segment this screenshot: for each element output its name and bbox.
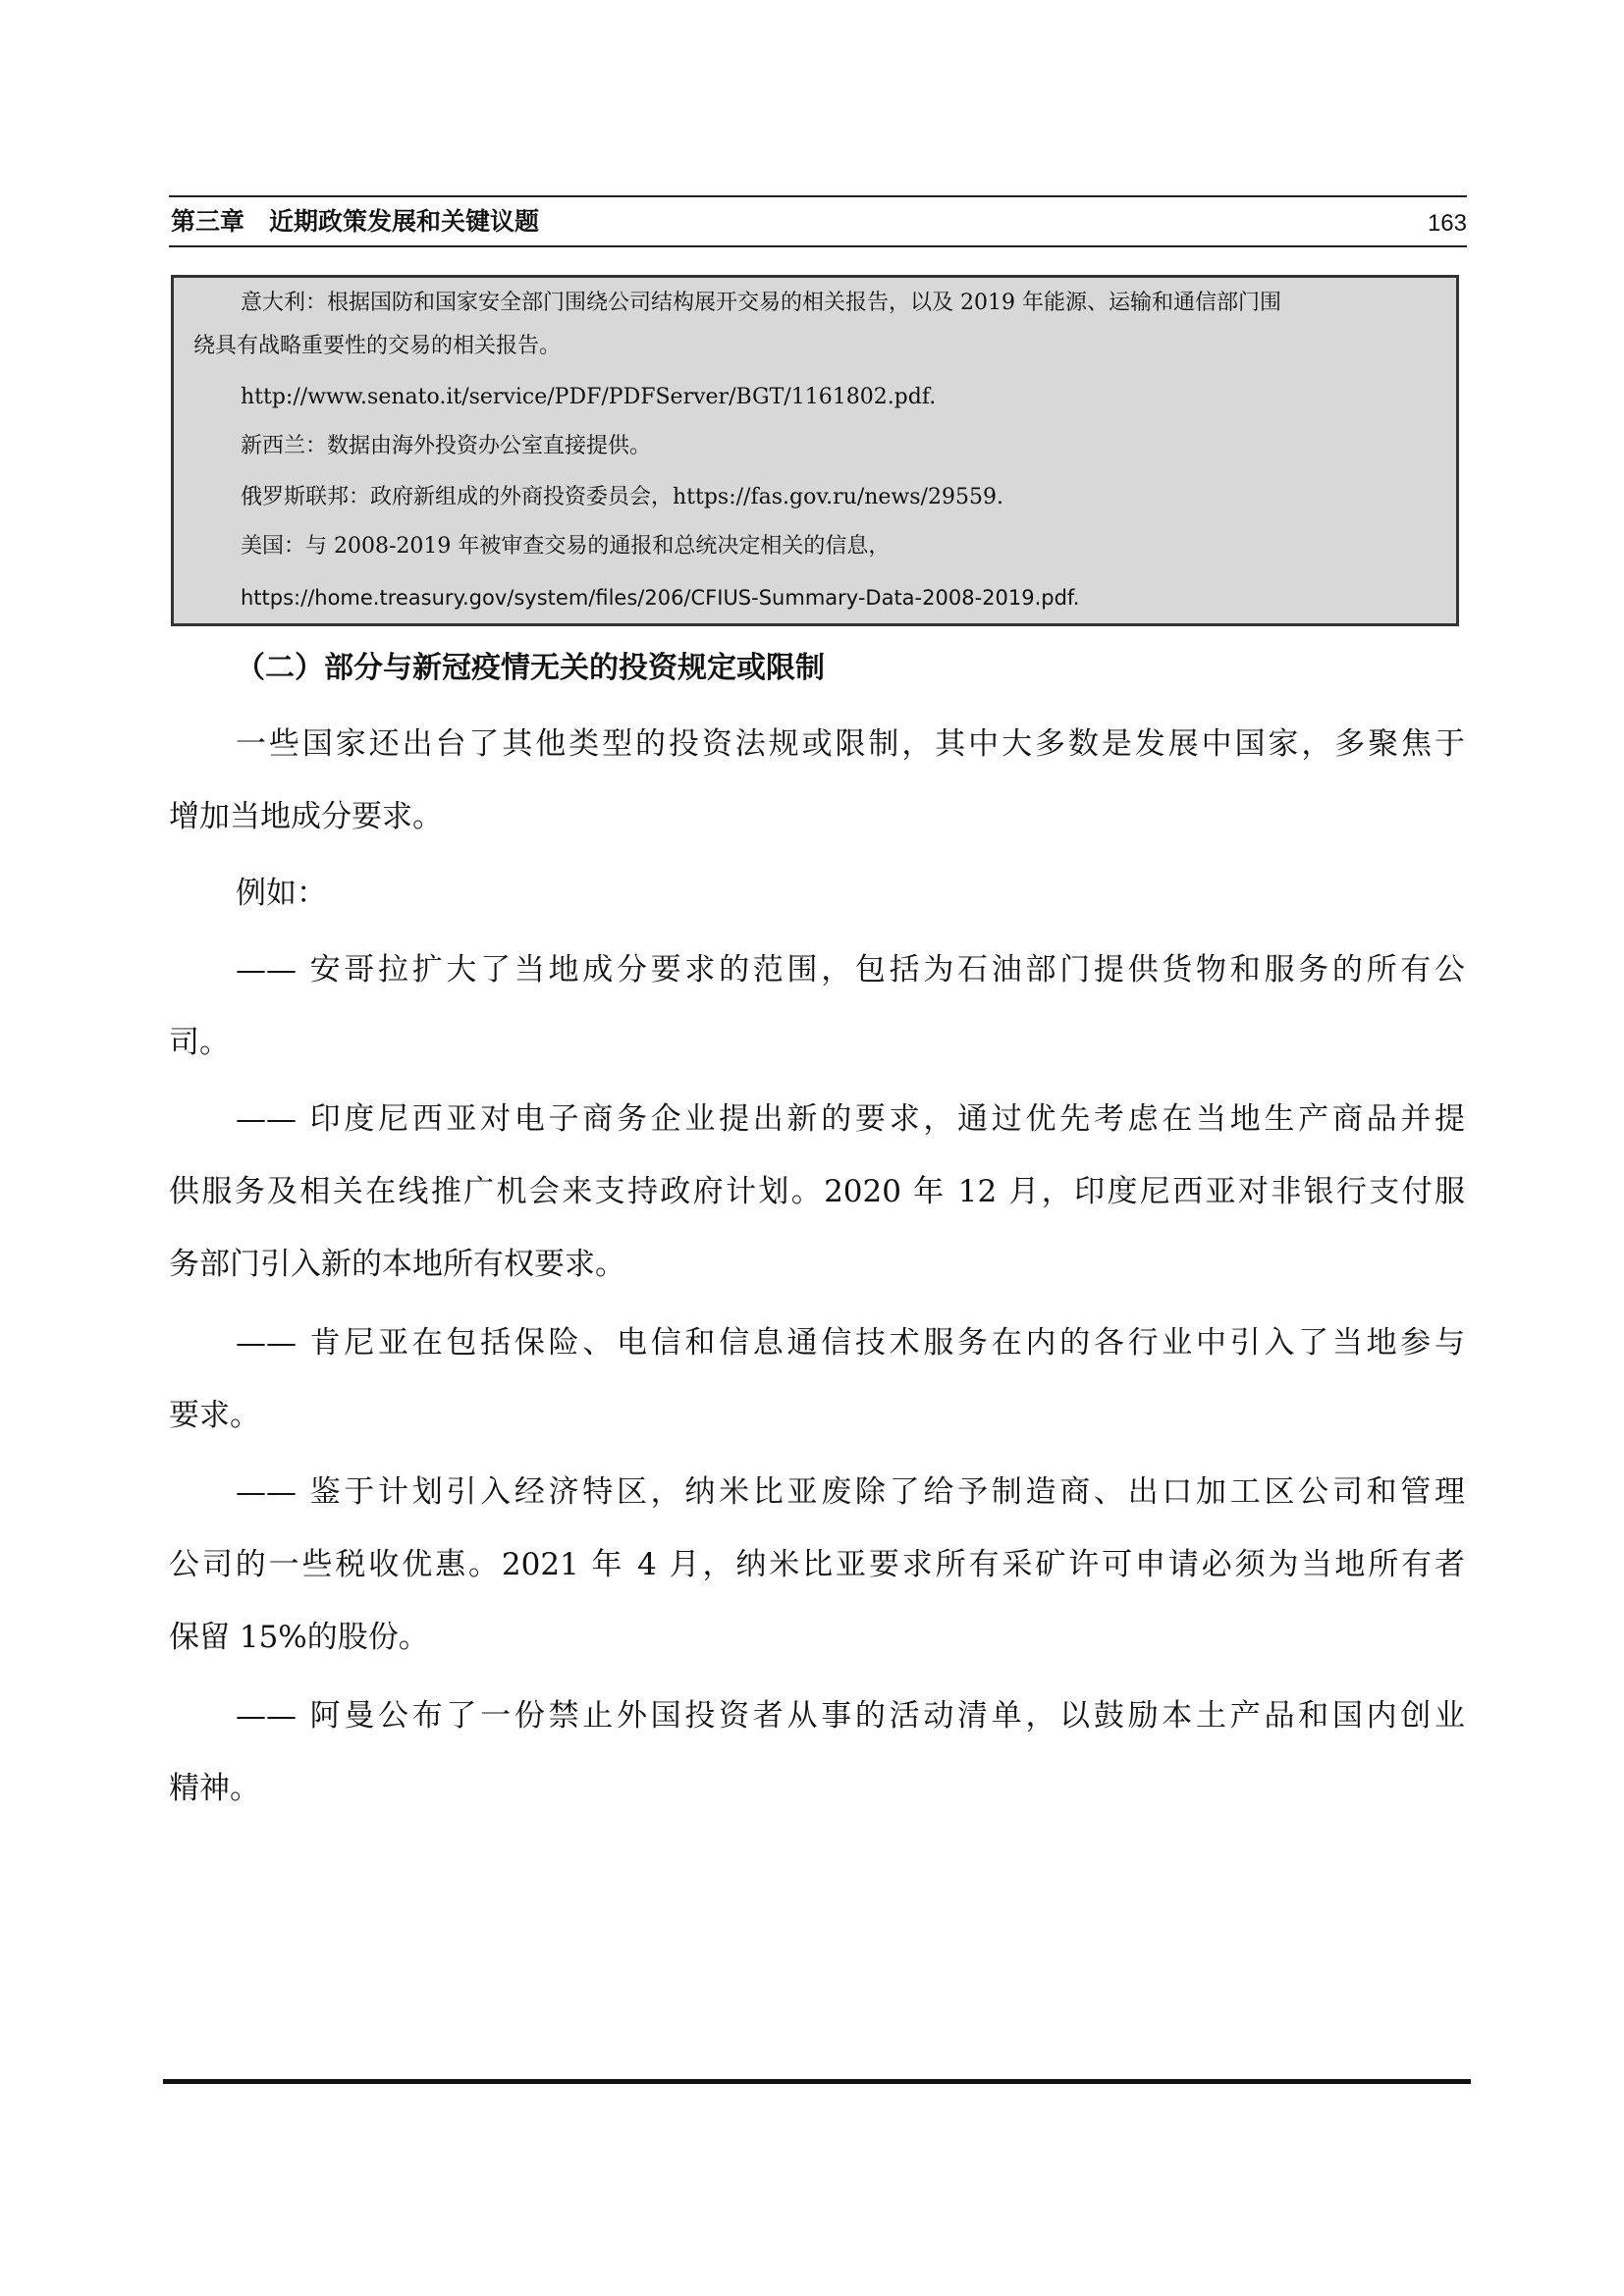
note-line-italy-link[interactable]: http://www.senato.it/service/PDF/PDFServer/BGT/1161802.pdf. [241,385,937,409]
header-top-rule [169,195,1467,197]
page-number: 163 [1427,210,1467,237]
paragraph-line: 一些国家还出台了其他类型的投资法规或限制，其中大多数是发展中国家，多聚焦于 [236,726,1465,762]
paragraph-line: —— 阿曼公布了一份禁止外国投资者从事的活动清单，以鼓励本土产品和国内创业 [236,1698,1465,1734]
paragraph-line: 供服务及相关在线推广机会来支持政府计划。2020 年 12 月，印度尼西亚对非银行支付服 [169,1174,1465,1209]
source-note-box [171,275,1459,626]
note-line-italy-cont: 绕具有战略重要性的交易的相关报告。 [193,334,562,358]
paragraph-line: —— 鉴于计划引入经济特区，纳米比亚废除了给予制造商、出口加工区公司和管理 [236,1474,1465,1510]
paragraph-line: 务部门引入新的本地所有权要求。 [169,1247,625,1282]
paragraph-line: 增加当地成分要求。 [169,799,443,834]
note-line-italy: 意大利：根据国防和国家安全部门围绕公司结构展开交易的相关报告，以及 2019 年能源、运输和通信部门围 [241,291,1281,315]
note-line-usa-link[interactable]: https://home.treasury.gov/system/files/206/CFIUS-Summary-Data-2008-2019.pdf. [241,586,1080,610]
paragraph-line: —— 肯尼亚在包括保险、电信和信息通信技术服务在内的各行业中引入了当地参与 [236,1325,1465,1361]
note-line-new-zealand: 新西兰：数据由海外投资办公室直接提供。 [241,434,652,458]
note-line-usa: 美国：与 2008-2019 年被审查交易的通报和总统决定相关的信息， [241,534,891,559]
note-line-russia: 俄罗斯联邦：政府新组成的外商投资委员会，https://fas.gov.ru/news/29559. [241,485,1003,509]
paragraph-line: 要求。 [169,1398,260,1433]
paragraph-line: 司。 [169,1025,230,1060]
paragraph-line: 公司的一些税收优惠。2021 年 4 月，纳米比亚要求所有采矿许可申请必须为当地所有者 [169,1547,1465,1582]
header-bottom-rule [169,245,1467,247]
paragraph-line: —— 安哥拉扩大了当地成分要求的范围，包括为石油部门提供货物和服务的所有公 [236,952,1465,988]
paragraph-line: 保留 15%的股份。 [169,1620,429,1655]
chapter-title: 第三章 近期政策发展和关键议题 [171,207,540,236]
paragraph-line: —— 印度尼西亚对电子商务企业提出新的要求，通过优先考虑在当地生产商品并提 [236,1101,1465,1137]
paragraph-line: 精神。 [169,1771,260,1806]
footer-rule [163,2079,1471,2084]
paragraph-line: 例如： [236,876,327,911]
section-heading: （二）部分与新冠疫情无关的投资规定或限制 [236,651,825,685]
